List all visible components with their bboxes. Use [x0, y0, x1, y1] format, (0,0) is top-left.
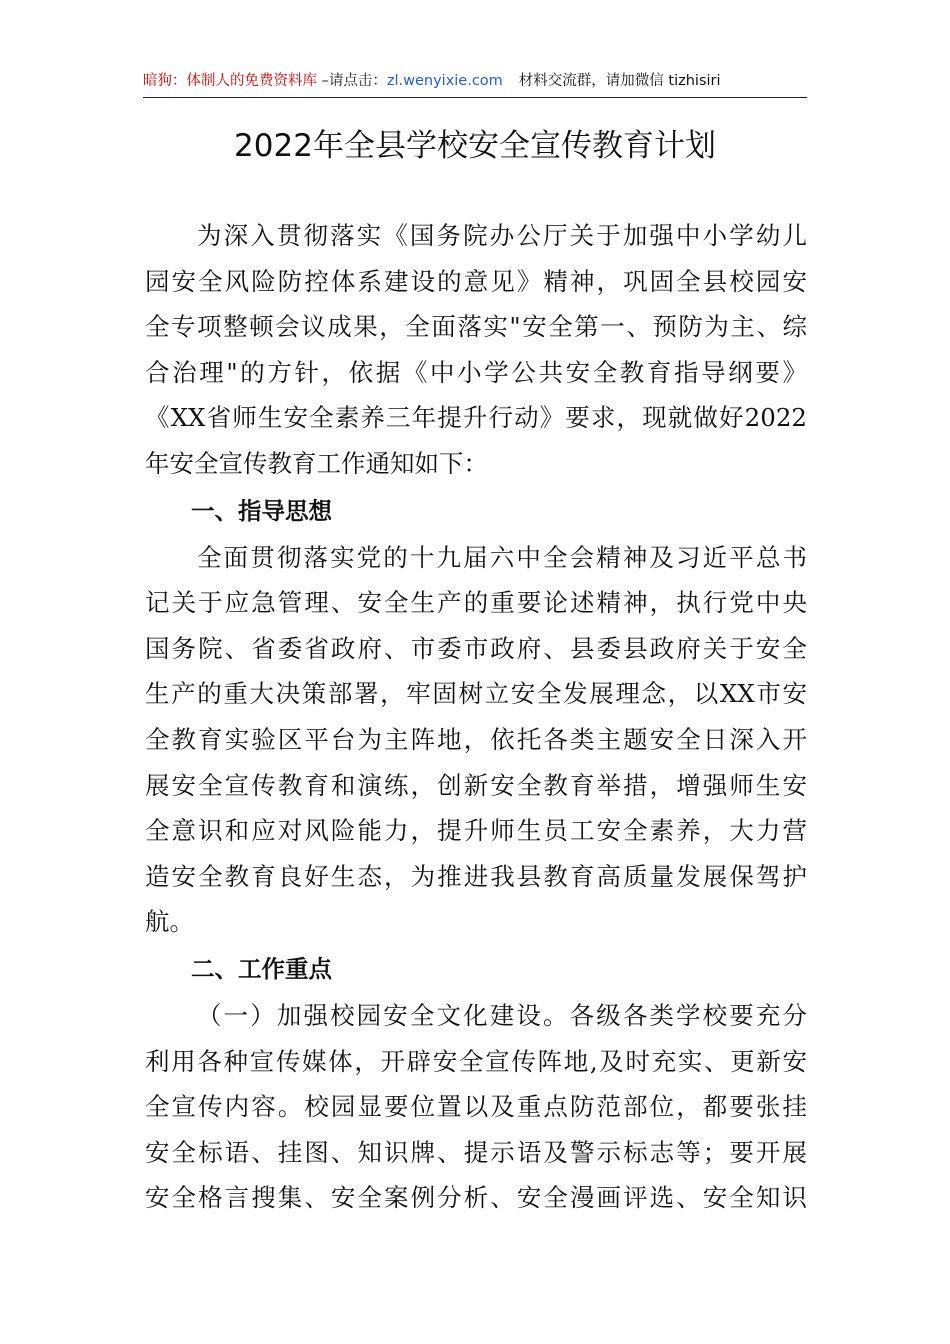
paragraph-line: 记关于应急管理、安全生产的重要论述精神，执行党中央: [145, 588, 807, 618]
paragraph-line: 年安全宣传教育工作通知如下：: [145, 448, 488, 478]
header-divider: [143, 97, 807, 98]
paragraph-line: 展安全宣传教育和演练，创新安全教育举措，增强师生安: [145, 770, 807, 800]
paragraph-line: 全教育实验区平台为主阵地，依托各类主题安全日深入开: [145, 724, 807, 754]
paragraph-line: 航。: [145, 907, 194, 937]
paragraph-line: （一）加强校园安全文化建设。各级各类学校要充分: [197, 1000, 807, 1030]
paragraph-line: 全宣传内容。校园显要位置以及重点防范部位，都要张挂: [145, 1092, 807, 1122]
paragraph-line: 安全标语、挂图、知识牌、提示语及警示标志等；要开展: [145, 1137, 807, 1167]
paragraph-line: 安全格言搜集、安全案例分析、安全漫画评选、安全知识: [145, 1183, 807, 1213]
header-contact: 材料交流群，请加微信 tizhisiri: [518, 73, 721, 89]
header-brand: 暗狗：体制人的免费资料库: [143, 73, 317, 89]
paragraph-line: 合治理"的方针，依据《中小学公共安全教育指导纲要》: [145, 357, 807, 387]
section-heading-guiding-ideology: 一、指导思想: [191, 496, 332, 525]
paragraph-line: 国务院、省委省政府、市委市政府、县委县政府关于安全: [145, 633, 807, 663]
intro-paragraph: [145, 213, 807, 487]
paragraph-line: 造安全教育良好生态，为推进我县教育高质量发展保驾护: [145, 861, 807, 891]
paragraph-line: 为深入贯彻落实《国务院办公厅关于加强中小学幼儿: [197, 221, 807, 250]
watermark-header: [143, 66, 807, 96]
document-title: 2022年全县学校安全宣传教育计划: [234, 128, 716, 164]
paragraph-line: 利用各种宣传媒体，开辟安全宣传阵地,及时充实、更新安: [145, 1046, 807, 1076]
paragraph-line: 全面贯彻落实党的十九届六中全会精神及习近平总书: [197, 542, 807, 572]
paragraph-line: 《XX省师生安全素养三年提升行动》要求，现就做好2022: [145, 403, 807, 433]
section-heading-work-focus: 二、工作重点: [191, 954, 332, 983]
header-link[interactable]: zl.wenyixie.com: [386, 73, 503, 89]
paragraph-line: 园安全风险防控体系建设的意见》精神，巩固全县校园安: [145, 266, 807, 296]
paragraph-line: 全专项整顿会议成果，全面落实"安全第一、预防为主、综: [145, 312, 807, 342]
paragraph-line: 生产的重大决策部署，牢固树立安全发展理念，以XX市安: [145, 679, 807, 709]
guiding-ideology-paragraph: [145, 535, 807, 945]
paragraph-line: 全意识和应对风险能力，提升师生员工安全素养，大力营: [145, 816, 807, 846]
work-focus-paragraph: [145, 993, 807, 1221]
document-body: [145, 213, 807, 1221]
header-separator: –请点击：: [317, 73, 387, 89]
